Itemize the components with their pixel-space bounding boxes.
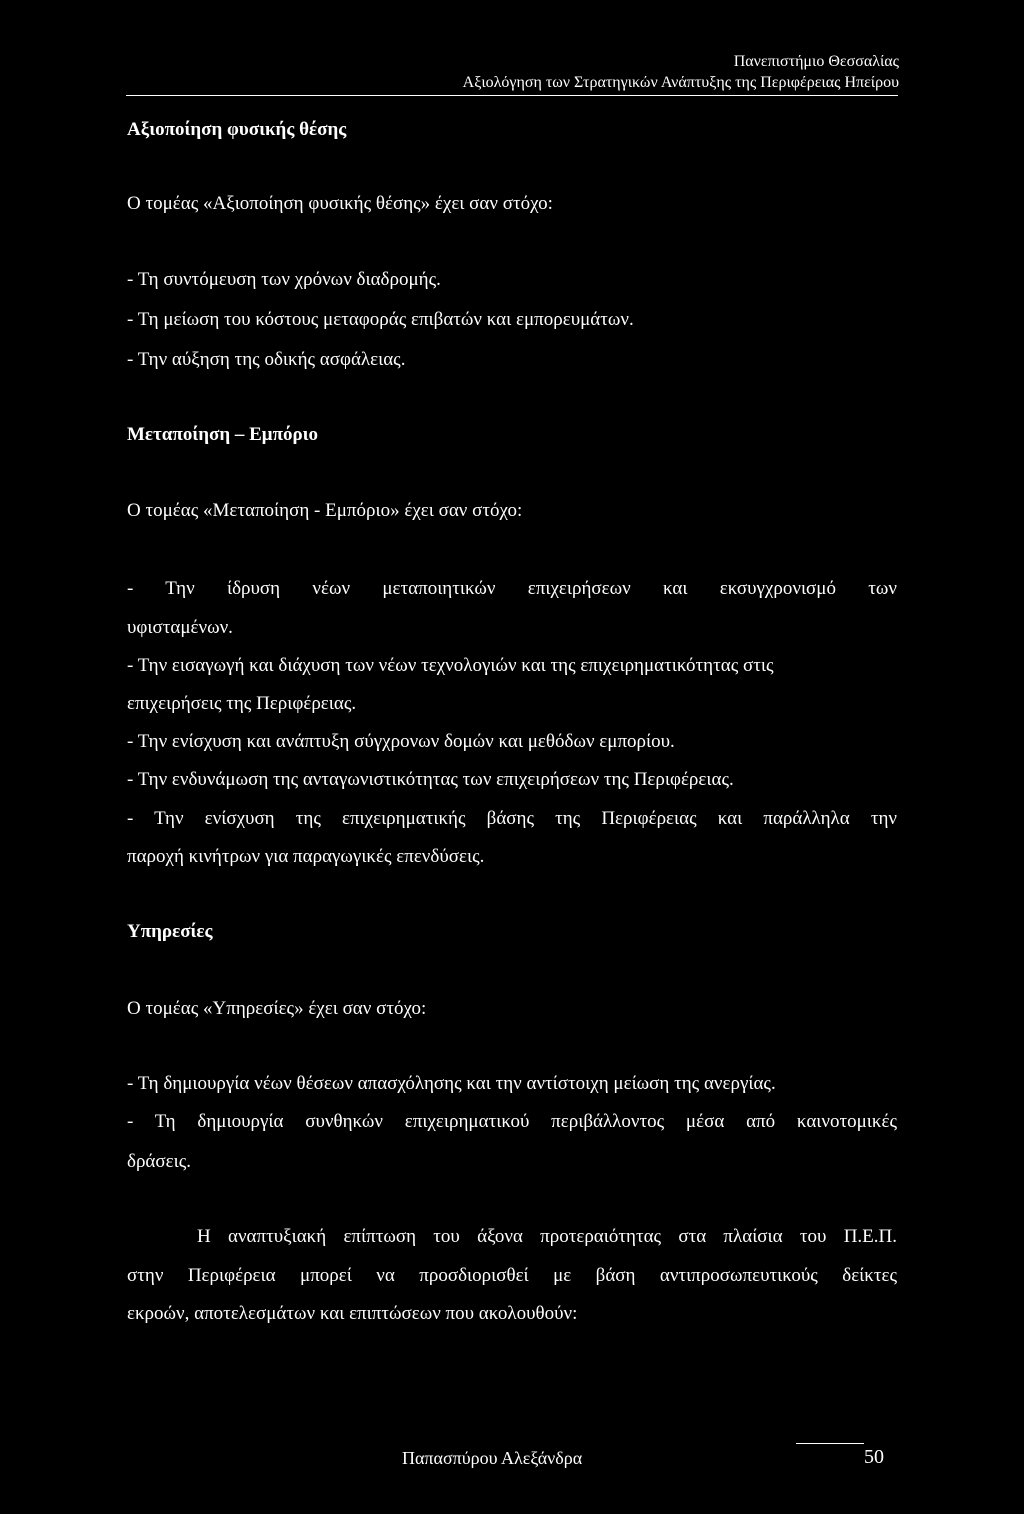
list-item: - Την ενδυνάμωση της ανταγωνιστικότητας των επιχειρήσεων της Περιφέρειας. [127, 769, 734, 790]
footer-author: Παπασπύρου Αλεξάνδρα [402, 1448, 583, 1468]
section-heading: Μεταποίηση – Εμπόριο [127, 424, 319, 445]
list-item: - Την ίδρυση νέων μεταποιητικών επιχειρήσεων και εκσυγχρονισμό των [127, 578, 897, 599]
list-item: παροχή κινήτρων για παραγωγικές επενδύσεις. [127, 846, 485, 867]
list-item: επιχειρήσεις της Περιφέρειας. [127, 693, 357, 714]
list-item: - Τη δημιουργία συνθηκών επιχειρηματικού περιβάλλοντος μέσα από καινοτομικές [127, 1111, 897, 1132]
header-divider [126, 95, 898, 96]
section-intro: Ο τομέας «Υπηρεσίες» έχει σαν στόχο: [127, 998, 427, 1019]
closing-line: στην Περιφέρεια μπορεί να προσδιορισθεί με βάση αντιπροσωπευτικούς δείκτες [127, 1265, 897, 1286]
list-item: - Τη μείωση του κόστους μεταφοράς επιβατών και εμπορευμάτων. [127, 309, 634, 330]
closing-line: Η αναπτυξιακή επίπτωση του άξονα προτεραιότητας στα πλαίσια του Π.Ε.Π. [197, 1226, 897, 1247]
list-item: - Τη συντόμευση των χρόνων διαδρομής. [127, 269, 441, 290]
section-heading: Υπηρεσίες [127, 921, 213, 942]
footer-divider [796, 1443, 864, 1444]
list-item: - Την ενίσχυση και ανάπτυξη σύγχρονων δομών και μεθόδων εμπορίου. [127, 731, 675, 752]
section-intro: Ο τομέας «Μεταποίηση - Εμπόριο» έχει σαν στόχο: [127, 500, 523, 521]
list-item: δράσεις. [127, 1151, 191, 1172]
list-item: - Την αύξηση της οδικής ασφάλειας. [127, 349, 406, 370]
closing-line: εκροών, αποτελεσμάτων και επιπτώσεων που ακολουθούν: [127, 1303, 578, 1324]
list-item: - Τη δημιουργία νέων θέσεων απασχόλησης και την αντίστοιχη μείωση της ανεργίας. [127, 1073, 776, 1094]
list-item: - Την εισαγωγή και διάχυση των νέων τεχνολογιών και της επιχειρηματικότητας στις [127, 655, 774, 676]
header-subtitle: Αξιολόγηση των Στρατηγικών Ανάπτυξης της Περιφέρειας Ηπείρου [462, 74, 899, 91]
header-university: Πανεπιστήμιο Θεσσαλίας [733, 53, 899, 70]
section-heading: Αξιοποίηση φυσικής θέσης [127, 119, 347, 140]
list-item: - Την ενίσχυση της επιχειρηματικής βάσης της Περιφέρειας και παράλληλα την [127, 808, 897, 829]
section-intro: Ο τομέας «Αξιοποίηση φυσικής θέσης» έχει σαν στόχο: [127, 193, 553, 214]
list-item: υφισταμένων. [127, 617, 233, 638]
page-number: 50 [864, 1446, 884, 1468]
